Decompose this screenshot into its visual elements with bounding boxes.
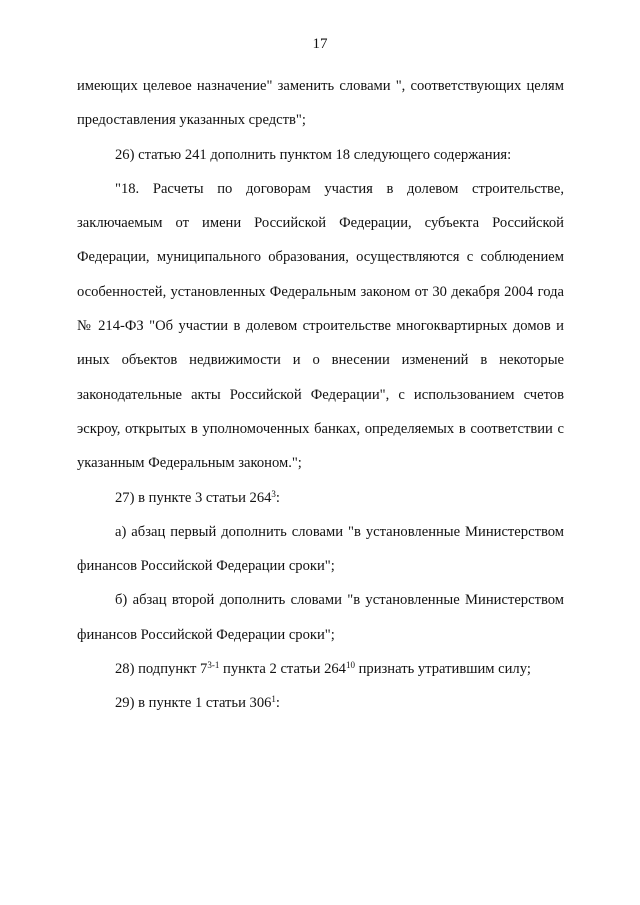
item-28-text-3: признать утратившим силу; bbox=[354, 661, 531, 678]
document-body bbox=[77, 69, 564, 721]
superscript: 1 bbox=[271, 694, 276, 705]
item-28-text-1: 28) подпункт 7 bbox=[115, 661, 208, 678]
item-29-punct: : bbox=[275, 695, 280, 712]
paragraph-continuation: имеющих целевое назначение" заменить словами ", соответствующих целям предоставления указанных средств"; bbox=[77, 78, 564, 129]
paragraph-item-27-a: а) абзац первый дополнить словами "в установленные Министерством финансов Российской Федерации сроки"; bbox=[77, 523, 564, 575]
superscript: 3 bbox=[271, 488, 276, 499]
paragraph-item-28 bbox=[77, 652, 564, 686]
paragraph-item-27 bbox=[77, 481, 564, 515]
paragraph-item-26: 26) статью 241 дополнить пунктом 18 следующего содержания: bbox=[115, 146, 512, 163]
item-27-text: 27) в пункте 3 статьи 264 bbox=[115, 489, 272, 506]
item-27-punct: : bbox=[275, 489, 280, 506]
paragraph-item-29 bbox=[77, 686, 564, 720]
superscript: 3-1 bbox=[207, 660, 220, 671]
page-number: 17 bbox=[312, 36, 328, 52]
superscript: 10 bbox=[345, 660, 355, 671]
paragraph-item-27-b: б) абзац второй дополнить словами "в установленные Министерством финансов Российской Федерации сроки"; bbox=[77, 592, 564, 643]
paragraph-quoted-item-18: "18. Расчеты по договорам участия в долевом строительстве, заключаемым от имени Российской Федерации, субъекта Российской Федерации, муниципального образования, осуществляются с соблюдением особенностей, установленных Федеральным законом от 30 декабря 2004 года № 214-ФЗ "Об участии в долевом строительстве многоквартирных домов и иных объектов недвижимости и о внесении изменений в некоторые законодательные акты Российской Федерации", с использованием счетов эскроу, открытых в уполномоченных банках, определяемых в соответствии с указанным Федеральным законом."; bbox=[77, 180, 564, 472]
item-29-text: 29) в пункте 1 статьи 306 bbox=[115, 695, 272, 712]
item-28-text-2: пункта 2 статьи 264 bbox=[219, 661, 346, 678]
